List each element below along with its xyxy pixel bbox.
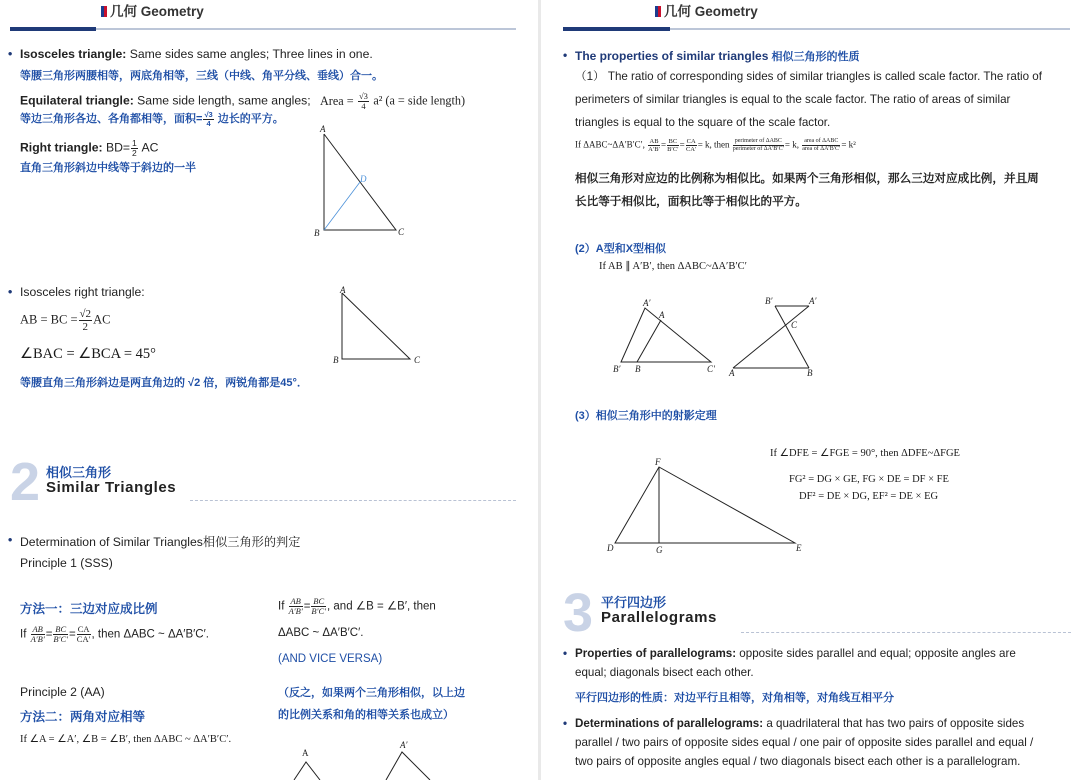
properties-title: • The properties of similar triangles 相似三角形的性质 <box>575 48 859 64</box>
section-title-cn: 平行四边形 <box>601 595 667 610</box>
label-B: B <box>333 355 339 365</box>
label-A-prime: A′ <box>400 740 408 750</box>
projection-eq-2: DF² = DE × DG, EF² = DE × EG <box>799 491 939 502</box>
iso-right-angles: ∠BAC = ∠BCA = 45° <box>20 346 156 362</box>
header-rule-accent <box>563 27 670 31</box>
page-header <box>541 0 1080 34</box>
parallelogram-properties-cn: 平行四边形的性质：对边平行且相等，对角相等，对角线互相平分 <box>575 692 894 704</box>
flag-icon <box>655 6 661 17</box>
iso-right-title: • Isosceles right triangle: <box>20 285 145 299</box>
label-A: A <box>302 748 309 758</box>
label-X-B-prime: B′ <box>765 296 773 306</box>
properties-paragraph: （1） The ratio of corresponding sides of similar triangles is called scale factor. The ratio of perimeters of similar triangles is equal to the scale factor. The ratio of areas of similar triangles is equal to the square of the scale factor. <box>575 70 1042 129</box>
properties-cn: 相似三角形对应边的比例称为相似比。如果两个三角形相似，那么三边对应成比例，并且周长比等于相似比，面积比等于相似比的平方。 <box>575 172 1039 208</box>
vice-versa-cn-1: （反之，如果两个三角形相似，以上边 <box>278 687 465 699</box>
label-G: G <box>656 545 663 555</box>
a-x-title: (2）A型和X型相似 <box>575 243 667 255</box>
header-rule-accent <box>10 27 96 31</box>
label-A-prime: A′ <box>643 298 651 308</box>
right-triangle-figure <box>310 124 410 239</box>
iso-right-cn: 等腰直角三角形斜边是两直角边的 √2 倍，两锐角都是45°． <box>20 377 308 389</box>
header-title: 几何 Geometry <box>101 0 204 20</box>
projection-title: (3）相似三角形中的射影定理 <box>575 410 717 422</box>
determination-title: • Determination of Similar Triangles相似三角形的判定 <box>20 533 300 550</box>
label-D: D <box>360 174 367 184</box>
isosceles-line: • Isosceles triangle: Same sides same angles; Three lines in one. <box>20 47 373 61</box>
equilateral-cn: 等边三角形各边、各角都相等，面积= $\frac{√3}{4}$ 边长的平方。 <box>20 109 284 128</box>
label-C: C <box>414 355 421 365</box>
label-X-C: C <box>791 320 798 330</box>
label-X-A-prime: A′ <box>809 296 817 306</box>
label-A: A <box>659 310 665 320</box>
section-number: 3 <box>563 583 594 643</box>
isosceles-cn: 等腰三角形两腰相等，两底角相等，三线（中线、角平分线、垂线）合一。 <box>20 70 383 82</box>
vice-versa: (AND VICE VERSA) <box>278 653 383 665</box>
projection-eq-1: FG² = DG × GE, FG × DE = DF × FE <box>789 474 949 485</box>
sas-formula: If $\frac{AB}{A'B'}$ = $\frac{BC}{B'C'}$ , and ∠B = ∠B′, then <box>278 596 436 616</box>
method-1-formula: If $\frac{AB}{A'B'}$ = $\frac{BC}{B'C'}$ = $\frac{CA}{CA'}$ , then ΔABC ~ ΔA′B′C′. <box>20 624 209 644</box>
parallelogram-properties: • Properties of parallelograms: opposite sides parallel and equal; opposite angles are equal; diagonals bisect each other. <box>575 644 1049 682</box>
label-B: B <box>635 364 641 374</box>
right-page <box>541 0 1080 780</box>
equilateral-line: Equilateral triangle: Same side length, same angles; Area = $\frac{√3}{4}$ a² (a = side length) <box>20 91 466 111</box>
section-divider <box>190 500 516 501</box>
label-D: D <box>607 543 614 553</box>
aa-figure <box>290 734 450 780</box>
aa-formula: If ∠A = ∠A′, ∠B = ∠B′, then ΔABC ~ ΔA′B′C′. <box>20 734 232 745</box>
page-header <box>0 0 538 34</box>
a-x-figure <box>611 292 831 377</box>
label-A: A <box>340 285 346 295</box>
label-C: C <box>398 227 405 237</box>
header-title: 几何 Geometry <box>655 0 758 20</box>
label-B: B <box>314 228 320 238</box>
method-1-cn: 方法一：三边对应成比例 <box>20 602 158 616</box>
section-title-en: Similar Triangles <box>46 479 177 496</box>
iso-right-figure <box>332 287 427 367</box>
section-number: 2 <box>10 452 41 512</box>
right-triangle-cn: 直角三角形斜边中线等于斜边的一半 <box>20 162 196 174</box>
section-divider <box>741 632 1071 633</box>
properties-formula: If ΔABC~ΔA′B′C′, $\frac{AB}{A'B'}$ = $\frac{BC}{B'C'}$ = $\frac{CA}{CA'}$ = k, then $\frac{\text{perimeter of ΔABC}}{\text{perimeter of ΔA′B′C′}}$ = k, $\frac{\text{area of ΔABC}}{\text{area of ΔA′B′C′}}$ = k² <box>575 138 856 153</box>
label-E: E <box>796 543 802 553</box>
section-title-en: Parallelograms <box>601 609 717 626</box>
label-C-prime: C′ <box>707 364 715 374</box>
a-x-formula: If AB ∥ A′B′, then ΔABC~ΔA′B′C′ <box>599 261 747 272</box>
label-X-A: A <box>729 368 735 378</box>
section-title-cn: 相似三角形 <box>46 465 112 480</box>
iso-right-formula: AB = BC = $\frac{√2}{2}$ AC <box>20 308 111 333</box>
vice-versa-cn-2: 的比例关系和角的相等关系也成立） <box>278 709 454 721</box>
left-page <box>0 0 538 780</box>
sas-formula-2: ΔABC ~ ΔA′B′C′. <box>278 627 364 639</box>
projection-figure <box>605 455 805 559</box>
principle-2: Principle 2 (AA) <box>20 685 105 699</box>
right-triangle-line: Right triangle: BD= $\frac{1}{2}$ AC <box>20 138 159 158</box>
method-2-cn: 方法二：两角对应相等 <box>20 710 146 724</box>
label-F: F <box>655 457 661 467</box>
label-A: A <box>320 124 326 134</box>
label-B-prime: B′ <box>613 364 621 374</box>
parallelogram-determinations: • Determinations of parallelograms: a quadrilateral that has two pairs of opposite sides parallel / two pairs of opposite sides equal / one pair of opposite sides parallel and equal / two pairs of opposite angles equal / two diagonals bisect each other is a parallelogram. <box>575 714 1049 771</box>
flag-icon <box>101 6 107 17</box>
principle-1: Principle 1 (SSS) <box>20 556 113 570</box>
projection-condition: If ∠DFE = ∠FGE = 90°, then ΔDFE~ΔFGE <box>770 448 960 459</box>
label-X-B: B <box>807 368 813 378</box>
